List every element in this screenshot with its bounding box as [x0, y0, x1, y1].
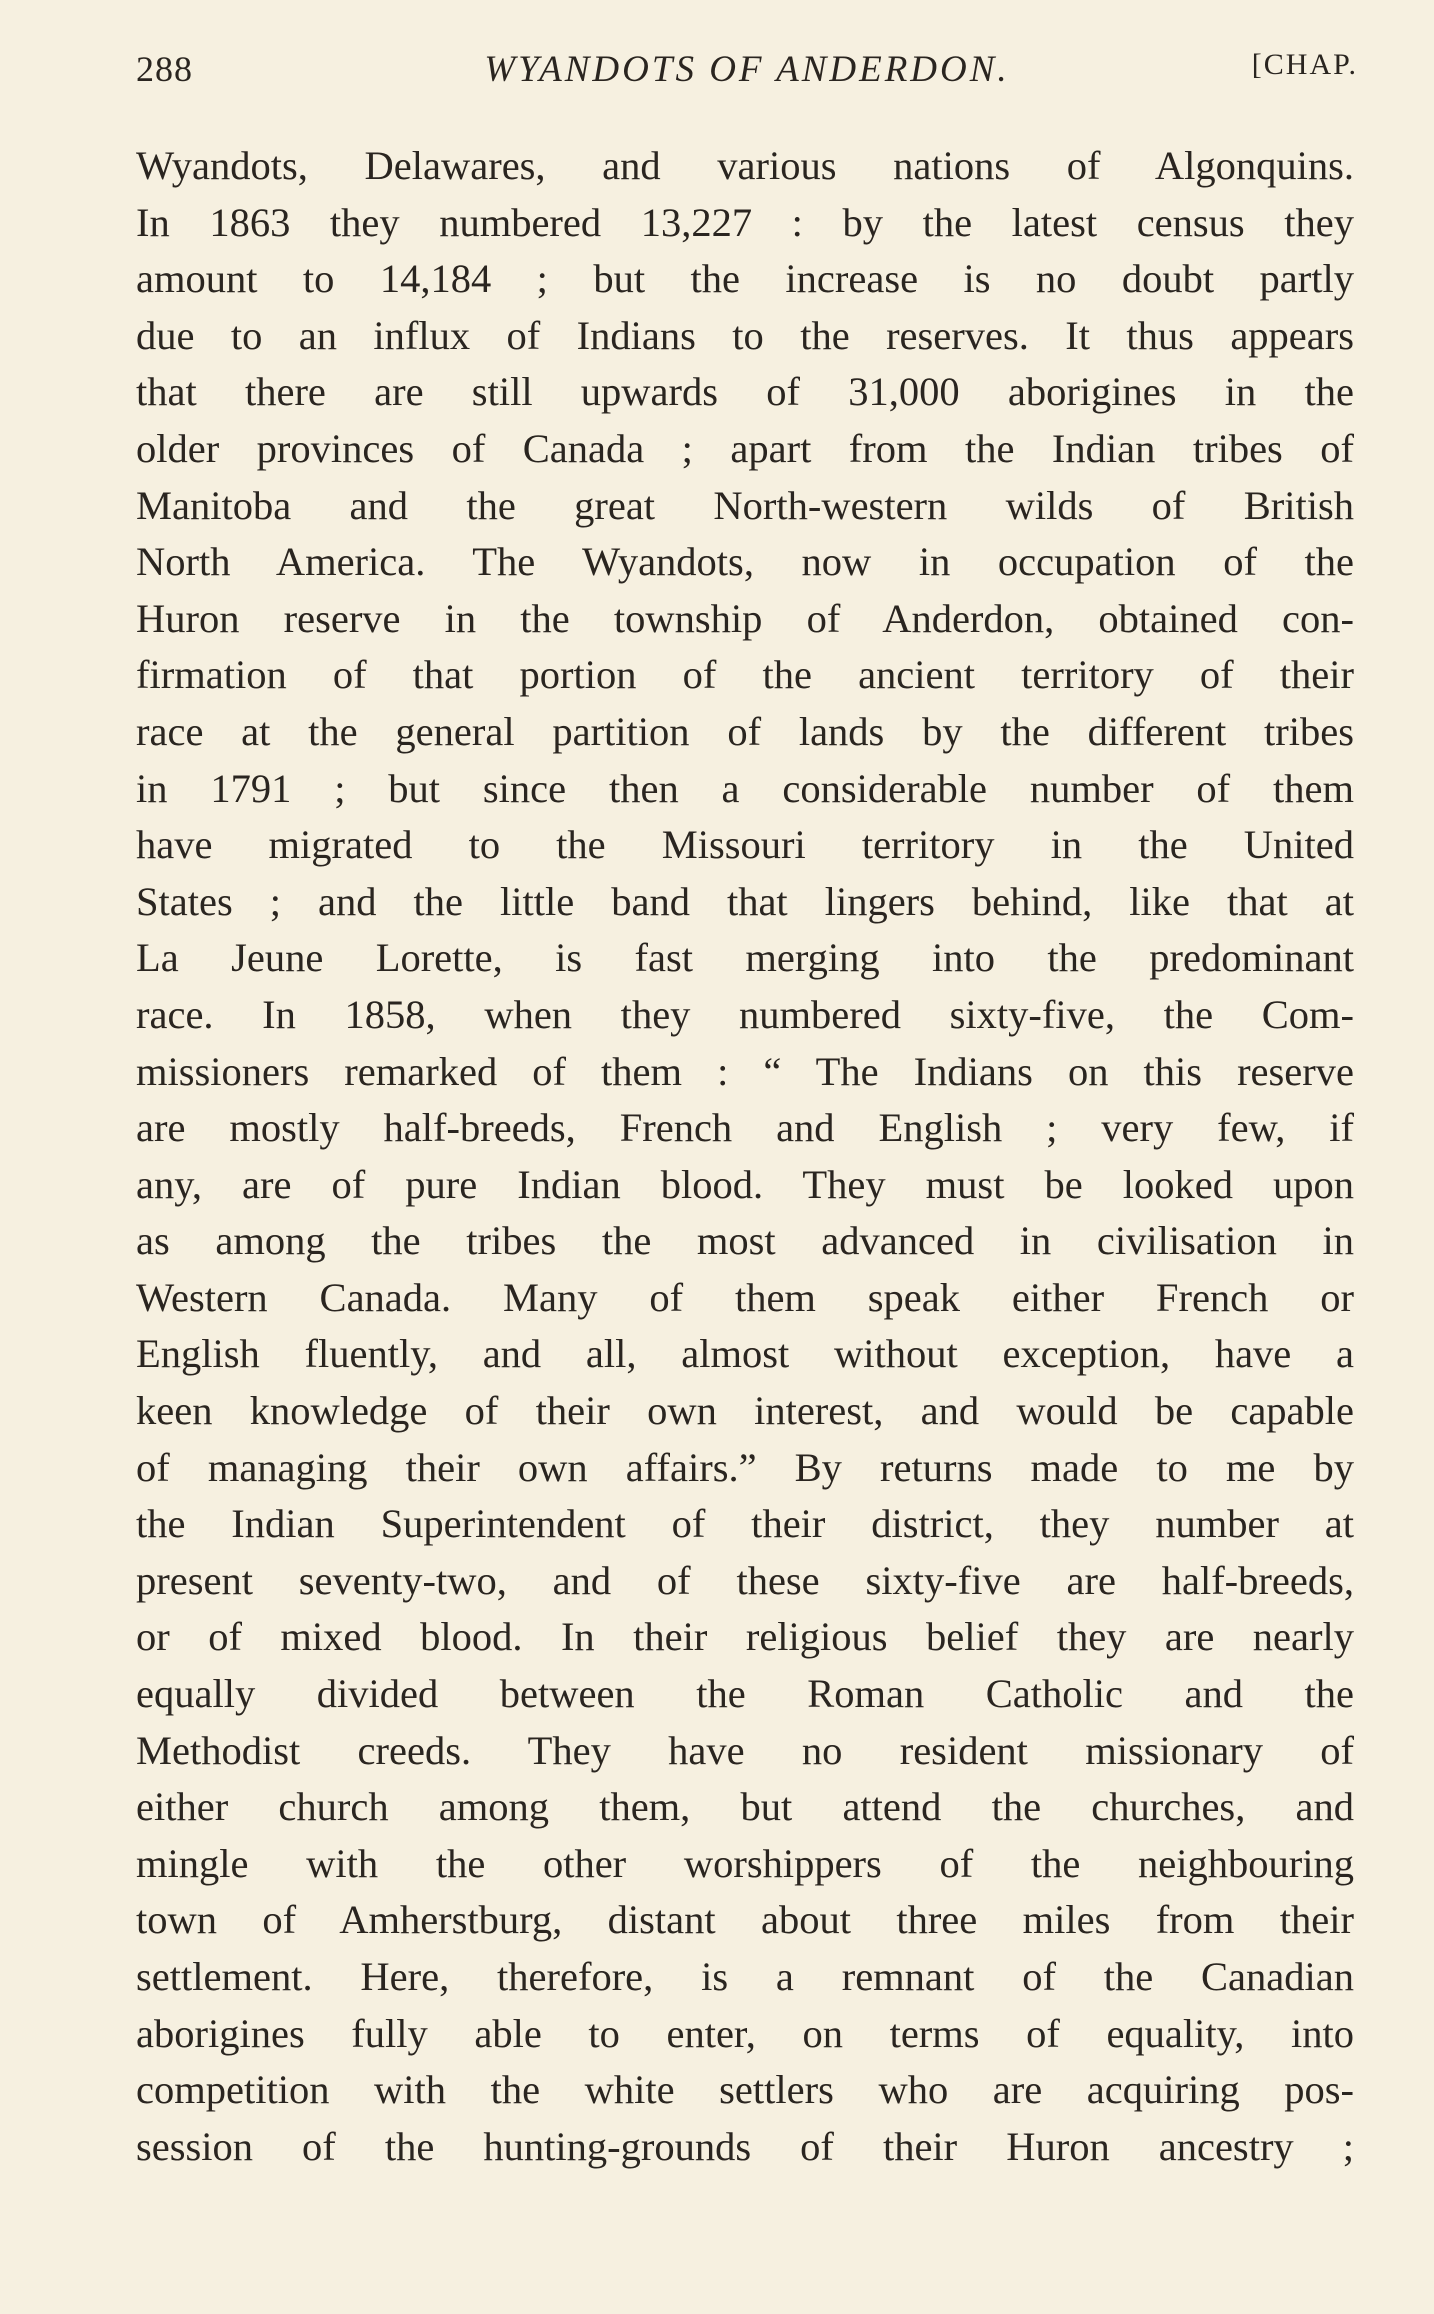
- text-line: Wyandots, Delawares, and various nations of Algonquins.: [136, 143, 1354, 188]
- text-line: competition with the white settlers who are acquiring pos-: [136, 2067, 1354, 2113]
- text-line: the Indian Superintendent of their district, they number at: [136, 1501, 1354, 1547]
- text-line: race at the general partition of lands by the different tribes: [136, 708, 1354, 754]
- text-line: firmation of that portion of the ancient territory of their: [136, 652, 1354, 698]
- text-line: town of Amherstburg, distant about three miles from their: [136, 1897, 1354, 1943]
- text-line: settlement. Here, therefore, is a remnant of the Canadian: [136, 1954, 1354, 1999]
- running-header: [136, 42, 1358, 102]
- text-line: Methodist creeds. They have no resident missionary of: [136, 1727, 1354, 1773]
- text-line: either church among them, but attend the churches, and: [136, 1784, 1354, 1830]
- text-line: missioners remarked of them : “ The Indians on this reserve: [136, 1048, 1354, 1094]
- running-title: WYANDOTS OF ANDERDON.: [484, 49, 1010, 90]
- text-line: amount to 14,184 ; but the increase is no doubt partly: [136, 256, 1354, 302]
- text-line: have migrated to the Missouri territory in the United: [136, 822, 1354, 868]
- text-line: equally divided between the Roman Catholic and the: [136, 1671, 1354, 1717]
- text-line: North America. The Wyandots, now in occupation of the: [136, 539, 1354, 585]
- text-line: older provinces of Canada ; apart from the Indian tribes of: [136, 425, 1354, 471]
- text-line: of managing their own affairs.” By returns made to me by: [136, 1444, 1354, 1490]
- page-number: 288: [136, 49, 193, 89]
- text-line: Huron reserve in the township of Anderdon, obtained con-: [136, 595, 1354, 641]
- text-line: Manitoba and the great North-western wilds of British: [136, 482, 1354, 528]
- chapter-mark: [CHAP.: [1251, 48, 1358, 81]
- text-line: or of mixed blood. In their religious belief they are nearly: [136, 1614, 1354, 1660]
- text-line: mingle with the other worshippers of the neighbouring: [136, 1840, 1354, 1886]
- text-line: States ; and the little band that lingers behind, like that at: [136, 878, 1354, 924]
- text-line: session of the hunting-grounds of their Huron ancestry ;: [136, 2123, 1354, 2169]
- text-line: aborigines fully able to enter, on terms of equality, into: [136, 2010, 1354, 2056]
- text-line: as among the tribes the most advanced in civilisation in: [136, 1218, 1354, 1264]
- body-text: [136, 138, 1354, 2175]
- text-line: keen knowledge of their own interest, and would be capable: [136, 1388, 1354, 1434]
- text-line: that there are still upwards of 31,000 aborigines in the: [136, 369, 1354, 415]
- text-line: present seventy-two, and of these sixty-five are half-breeds,: [136, 1557, 1354, 1603]
- text-line: any, are of pure Indian blood. They must be looked upon: [136, 1161, 1354, 1207]
- text-line: due to an influx of Indians to the reserves. It thus appears: [136, 312, 1354, 358]
- text-line: La Jeune Lorette, is fast merging into the predominant: [136, 935, 1354, 981]
- text-line: In 1863 they numbered 13,227 : by the latest census they: [136, 199, 1354, 245]
- text-line: race. In 1858, when they numbered sixty-five, the Com-: [136, 991, 1354, 1037]
- text-line: in 1791 ; but since then a considerable number of them: [136, 765, 1354, 811]
- text-line: English fluently, and all, almost without exception, have a: [136, 1331, 1354, 1377]
- text-line: are mostly half-breeds, French and English ; very few, if: [136, 1105, 1354, 1151]
- text-line: Western Canada. Many of them speak either French or: [136, 1274, 1354, 1320]
